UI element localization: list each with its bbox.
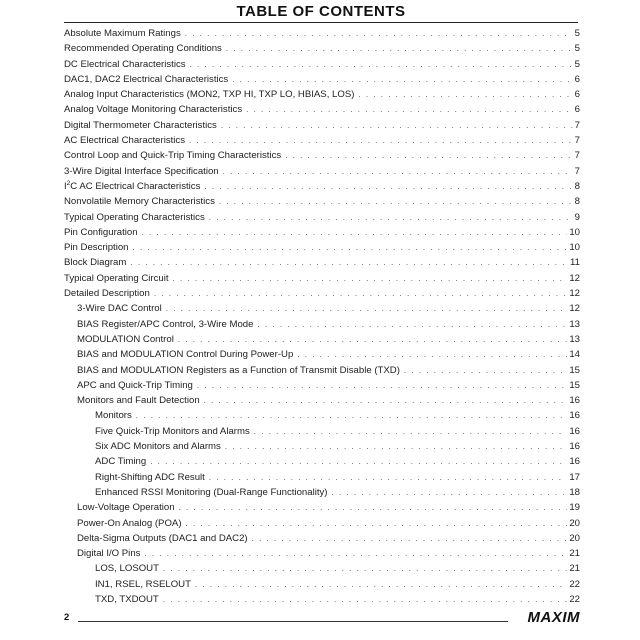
dot-leader — [189, 133, 573, 148]
page-number: 2 — [64, 612, 70, 623]
toc-entry-page: 15 — [569, 364, 580, 376]
dot-leader — [232, 72, 572, 87]
toc-entry[interactable] — [64, 148, 580, 163]
toc-entry-title: Five Quick-Trip Monitors and Alarms — [95, 425, 250, 437]
toc-entry-page: 8 — [574, 180, 580, 192]
toc-entry-page: 5 — [574, 58, 580, 70]
toc-entry-title: BIAS and MODULATION Control During Power-Up — [77, 349, 294, 361]
toc-entry-page: 16 — [569, 425, 580, 437]
dot-leader — [179, 500, 568, 515]
dot-leader — [185, 26, 573, 41]
toc-entry-title: APC and Quick-Trip Timing — [77, 379, 193, 391]
toc-entry-page: 16 — [569, 410, 580, 422]
dot-leader — [163, 592, 568, 607]
toc-entry-page: 22 — [569, 593, 580, 605]
toc-entry-page: 16 — [569, 456, 580, 468]
toc-entry-page: 13 — [569, 318, 580, 330]
dot-leader — [254, 424, 568, 439]
toc-entry-title: Detailed Description — [64, 288, 150, 300]
toc-entry[interactable] — [64, 225, 580, 240]
toc-entry[interactable] — [64, 118, 580, 133]
toc-entry-page: 11 — [570, 257, 580, 269]
toc-entry-title: ADC Timing — [95, 456, 147, 468]
toc-entry[interactable] — [64, 577, 580, 592]
toc-entry[interactable] — [64, 470, 580, 485]
toc-entry-title: DC Electrical Characteristics — [64, 58, 186, 70]
toc-entry-title: BIAS Register/APC Control, 3-Wire Mode — [77, 318, 254, 330]
dot-leader — [204, 179, 572, 194]
dot-leader — [178, 332, 567, 347]
dot-leader — [186, 516, 568, 531]
toc-entry[interactable] — [64, 179, 580, 194]
toc-entry-page: 21 — [569, 563, 580, 575]
dot-leader — [223, 164, 573, 179]
toc-entry[interactable] — [64, 240, 580, 255]
toc-entry-title: Pin Configuration — [64, 226, 138, 238]
dot-leader — [332, 485, 568, 500]
toc-entry-title: Low-Voltage Operation — [77, 502, 175, 514]
toc-entry-title: Recommended Operating Conditions — [64, 43, 222, 55]
toc-entry-title: Pin Description — [64, 242, 129, 254]
toc-entry-page: 6 — [574, 104, 580, 116]
dot-leader — [358, 87, 572, 102]
toc-entry-page: 17 — [569, 471, 580, 483]
toc-entry-title: Monitors — [95, 410, 132, 422]
toc-entry[interactable] — [64, 378, 580, 393]
toc-entry[interactable] — [64, 26, 580, 41]
toc-entry-title: Nonvolatile Memory Characteristics — [64, 196, 215, 208]
toc-entry[interactable] — [64, 57, 580, 72]
toc-entry-title: Monitors and Fault Detection — [77, 395, 200, 407]
dot-leader — [190, 57, 573, 72]
dot-leader — [154, 286, 567, 301]
toc-entry[interactable] — [64, 516, 580, 531]
toc-entry-title: Delta-Sigma Outputs (DAC1 and DAC2) — [77, 532, 248, 544]
toc-entry-title: 3-Wire Digital Interface Specification — [64, 165, 219, 177]
dot-leader — [285, 148, 572, 163]
toc-entry[interactable] — [64, 500, 580, 515]
toc-entry-title: MODULATION Control — [77, 333, 174, 345]
toc-entry-page: 7 — [574, 150, 580, 162]
toc-entry-title: Analog Voltage Monitoring Characteristics — [64, 104, 243, 116]
dot-leader — [221, 118, 573, 133]
title-underline — [64, 22, 578, 23]
toc-entry-title: DAC1, DAC2 Electrical Characteristics — [64, 73, 229, 85]
toc-entry-page: 22 — [569, 578, 580, 590]
toc-entry-title: Analog Input Characteristics (MON2, TXP HI, TXP LO, HBIAS, LOS) — [64, 89, 355, 101]
toc-entry[interactable] — [64, 301, 580, 316]
toc-entry[interactable] — [64, 347, 580, 362]
toc-entry-page: 12 — [569, 303, 580, 315]
dot-leader — [130, 255, 568, 270]
toc-entry[interactable] — [64, 485, 580, 500]
page-footer — [64, 610, 580, 626]
dot-leader — [150, 454, 567, 469]
dot-leader — [136, 408, 568, 423]
toc-entry-title: Typical Operating Characteristics — [64, 211, 205, 223]
toc-entry-page: 19 — [569, 502, 580, 514]
toc-entry-page: 7 — [574, 119, 580, 131]
toc-entry-title: AC Electrical Characteristics — [64, 135, 186, 147]
toc-entry-title: BIAS and MODULATION Registers as a Function of Transmit Disable (TXD) — [77, 364, 400, 376]
toc-entry[interactable] — [64, 393, 580, 408]
dot-leader — [195, 577, 567, 592]
toc-entry-page: 8 — [574, 196, 580, 208]
dot-leader — [252, 531, 568, 546]
toc-entry[interactable] — [64, 210, 580, 225]
toc-entry-page: 5 — [574, 43, 580, 55]
toc-entry[interactable] — [64, 408, 580, 423]
toc-entry-page: 9 — [574, 211, 580, 223]
toc-entry-title: Six ADC Monitors and Alarms — [95, 441, 221, 453]
toc-entry[interactable] — [64, 102, 580, 117]
toc-entry[interactable] — [64, 194, 580, 209]
toc-entry-title: Typical Operating Circuit — [64, 272, 169, 284]
toc-entry[interactable] — [64, 439, 580, 454]
dot-leader — [219, 194, 573, 209]
toc-entry[interactable] — [64, 87, 580, 102]
toc-entry[interactable] — [64, 531, 580, 546]
dot-leader — [297, 347, 567, 362]
toc-entry-page: 20 — [569, 532, 580, 544]
dot-leader — [225, 439, 567, 454]
toc-entry-title: Block Diagram — [64, 257, 127, 269]
dot-leader — [209, 210, 573, 225]
toc-entry-title: 3-Wire DAC Control — [77, 303, 162, 315]
dot-leader — [163, 561, 567, 576]
dot-leader — [226, 41, 573, 56]
toc-entry-title: TXD, TXDOUT — [95, 593, 159, 605]
dot-leader — [133, 240, 568, 255]
toc-entry[interactable] — [64, 317, 580, 332]
toc-entry-title: Power-On Analog (POA) — [77, 517, 182, 529]
toc-entry-page: 13 — [569, 333, 580, 345]
dot-leader — [144, 546, 567, 561]
toc-entry-page: 5 — [574, 28, 580, 39]
toc-entry-title: Absolute Maximum Ratings — [64, 28, 181, 39]
toc-entry-page: 12 — [569, 272, 580, 284]
toc-entry-page: 7 — [574, 135, 580, 147]
dot-leader — [209, 470, 567, 485]
toc-entry[interactable] — [64, 546, 580, 561]
toc-entry-title: $I^2C$ AC Electrical Characteristics — [64, 179, 201, 192]
toc-entry-title: Digital I/O Pins — [77, 548, 141, 560]
toc-entry[interactable] — [64, 424, 580, 439]
toc-entry-page: 15 — [569, 379, 580, 391]
dot-leader — [166, 301, 568, 316]
toc-entry[interactable] — [64, 363, 580, 378]
toc-entry-title: Control Loop and Quick-Trip Timing Characteristics — [64, 150, 282, 162]
toc-entry[interactable] — [64, 72, 580, 87]
toc-entry[interactable] — [64, 332, 580, 347]
toc-entry[interactable] — [64, 271, 580, 286]
toc-entry-title: LOS, LOSOUT — [95, 563, 159, 575]
toc-entry[interactable] — [64, 133, 580, 148]
toc-entry-page: 20 — [569, 517, 580, 529]
toc-entry-page: 12 — [569, 288, 580, 300]
toc-entry[interactable] — [64, 41, 580, 56]
page-title: TABLE OF CONTENTS — [236, 3, 406, 20]
toc-entry[interactable] — [64, 286, 580, 301]
brand-logo: MAXIM — [527, 609, 580, 626]
toc-entry[interactable] — [64, 164, 580, 179]
toc-entry-title: Enhanced RSSI Monitoring (Dual-Range Functionality) — [95, 486, 328, 498]
toc-entry-title: IN1, RSEL, RSELOUT — [95, 578, 191, 590]
toc-entry-page: 16 — [569, 395, 580, 407]
toc-entry-title: Digital Thermometer Characteristics — [64, 119, 217, 131]
toc-entry[interactable] — [64, 454, 580, 469]
toc-entry-page: 6 — [574, 73, 580, 85]
table-of-contents — [64, 26, 580, 607]
dot-leader — [246, 102, 573, 117]
toc-entry-page: 21 — [569, 548, 580, 560]
toc-entry-page: 16 — [569, 441, 580, 453]
toc-entry[interactable] — [64, 255, 580, 270]
toc-entry-page: 6 — [574, 89, 580, 101]
toc-entry[interactable] — [64, 592, 580, 607]
toc-entry-page: 10 — [569, 242, 580, 254]
dot-leader — [404, 363, 567, 378]
toc-entry[interactable] — [64, 561, 580, 576]
toc-entry-title: Right-Shifting ADC Result — [95, 471, 205, 483]
dot-leader — [142, 225, 568, 240]
dot-leader — [257, 317, 567, 332]
toc-entry-page: 14 — [569, 349, 580, 361]
toc-entry-page: 18 — [569, 486, 580, 498]
toc-entry-page: 10 — [569, 226, 580, 238]
dot-leader — [197, 378, 567, 393]
toc-entry-page: 7 — [574, 165, 580, 177]
footer-rule — [78, 621, 508, 622]
dot-leader — [173, 271, 568, 286]
dot-leader — [204, 393, 568, 408]
